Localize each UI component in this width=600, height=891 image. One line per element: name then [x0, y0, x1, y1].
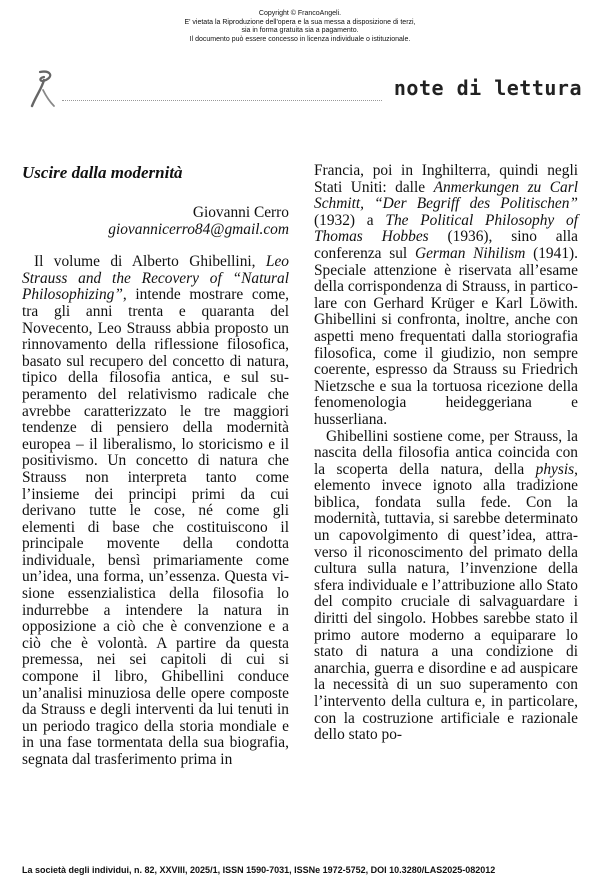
book-title: Leo Strauss and the Recovery of “Natural Philosophizing”: [22, 253, 289, 304]
copyright-line: E' vietata la Riproduzione dell'opera e la sua messa a disposizione di terzi,: [184, 18, 416, 26]
paragraph: Ghibellini sostiene come, per Strauss, la nascita della filosofia antica coincida con la scoperta della natura, della physis, elemento invece ignoto alla tradizione biblica, fondata sulla fede. Con la modernità, tuttavia, si sarebbe determinato un capovolgimento di quest’idea, attraverso il riconoscimento del primato della cultura sulla natura, l’invenzione della sfera individuale e l’attribuzione allo Stato del compito cruciale di salvaguardare i diritti del singolo. Hobbes sarebbe stato il primo autore moderno a equiparare lo stato di natura a una condizione di anarchia, guerra e disordine e ad auspicare la necessità di un suo superamento con l’intervento della cultura e, in particolare, con la costruzione artificiale e razionale dello stato po-: [314, 427, 578, 744]
work-title: The Political Philosophy of Thomas Hobbes: [314, 211, 578, 246]
author-email: giovannicerro84@gmail.com: [108, 220, 289, 238]
right-column: [314, 163, 578, 744]
header-divider: [62, 100, 382, 101]
section-header: [28, 66, 582, 108]
copyright-line: Il documento può essere concesso in licenza individuale o istituzionale.: [189, 35, 411, 43]
paragraph-continued: Francia, poi in Inghilterra, quindi negli Stati Uniti: dalle Anmerkungen zu Carl Schmitt, “Der Begriff des Politischen” (1932) a The Political Philosophy of Thomas Hobbes (1936), sino alla conferenza sul German Nihilism (1941). Speciale attenzione è riservata all’esame della corrispondenza di Strauss, in particolare con Gerhard Krüger e Karl Löwith. Ghibellini si confronta, inoltre, anche con aspetti meno frequentati dalla storiografia filosofica, come il giudizio, non sempre coerente, espresso da Strauss su Friedrich Nietzsche e sua la tortuosa ricezione della fenomenologia heideggeriana e husserliana.: [314, 162, 578, 428]
paragraph: Il volume di Alberto Ghibellini, Leo Strauss and the Recovery of “Natural Philosophizing”, intende mostrare come, tra gli anni trenta e quaranta del Novecento, Leo Strauss abbia proposto un rinnovamento della riflessione filosofica, basato sul recupero del concetto di natura, tipico della filosofia antica, e sul superamento del relativismo radicale che avrebbe caratterizzato le tre maggiori tendenze di pensiero della modernità europea – il liberalismo, lo storicismo e il positivismo. Un concetto di natura che Strauss non interpreta tanto come l’insieme dei principi primi da cui derivano tutte le cose, né come gli elementi di base che costituiscono il principale movente della condotta individuale, bensì primariamente come un’idea, una forma, un’essenza. Questa visione essenzialistica della filosofia lo indurrebbe a intendere la natura in opposizione a ciò che è convenzione e a ciò che è volontà. A partire da questa premessa, nei sei capitoli di cui si compone il libro, Ghibellini conduce un’analisi minuziosa delle opere composte da Strauss e degli interventi da lui tenuti in un periodo tragico della storia mondiale e in una fase tormentata della sua biografia, segnata dal trasferimento prima in: [22, 253, 289, 768]
quill-logo-icon: [28, 68, 58, 108]
copyright-line: sia in forma gratuita sia a pagamento.: [241, 27, 359, 34]
term: physis: [535, 460, 575, 478]
copyright-notice: [0, 10, 600, 44]
author-name: Giovanni Cerro: [192, 204, 289, 221]
journal-footer: La società degli individui, n. 82, XXVIII, 2025/1, ISSN 1590-7031, ISSNe 1972-5752, DOI 10.3280/LAS2025-082012: [22, 865, 496, 875]
left-column: [22, 163, 289, 769]
copyright-line: Copyright © FrancoAngeli.: [258, 10, 342, 17]
section-title: note di lettura: [393, 76, 582, 100]
work-title: Anmerkungen zu Carl Schmitt, “Der Begriff des Politischen”: [314, 178, 578, 213]
article-title: Uscire dalla modernità: [22, 163, 183, 182]
work-title: German Nihilism: [414, 244, 526, 262]
